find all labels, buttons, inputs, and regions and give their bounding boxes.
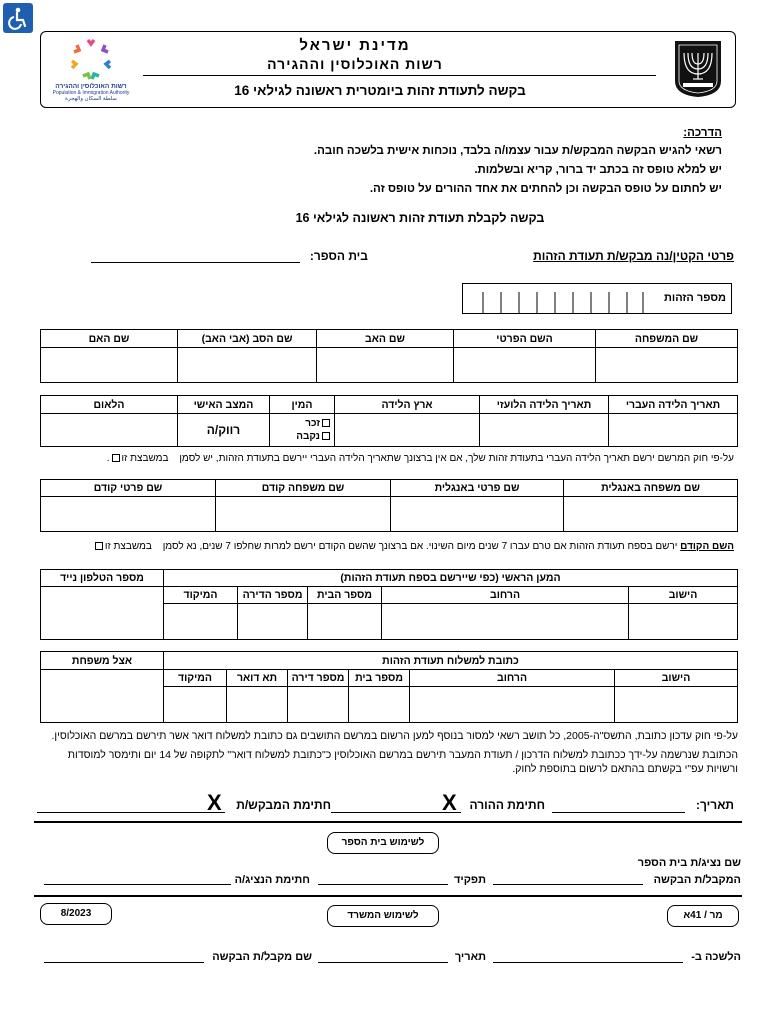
- gregorian-birthdate-field[interactable]: [480, 414, 609, 447]
- col-gender: המין: [270, 396, 335, 414]
- office-receiver-label: שם מקבל/ת הבקשה: [212, 951, 312, 963]
- school-role-field[interactable]: [318, 884, 448, 885]
- male-checkbox[interactable]: [322, 419, 330, 427]
- applicant-x-mark: X: [207, 790, 222, 815]
- care-of-family-field[interactable]: [41, 670, 164, 723]
- main-city-field[interactable]: [629, 604, 738, 640]
- main-address-table: [40, 569, 738, 640]
- section-title: בקשה לקבלת תעודת זהות ראשונה לגילאי 16: [295, 211, 545, 225]
- col-main-zip: המיקוד: [164, 587, 238, 604]
- authority-logo: [46, 36, 136, 106]
- hebrew-date-note: על-פי חוק המרשם ירשם תאריך הלידה העברי בתעודת זהות שלך, אם אין ברצונך שתאריך הלידה העברי יירשם בתעודת הזהות, יש לסמן במשבצת זו.: [106, 453, 734, 464]
- col-main-street: הרחוב: [382, 587, 629, 604]
- keep-previous-name-checkbox[interactable]: [95, 542, 103, 550]
- col-main-city: הישוב: [629, 587, 738, 604]
- hebrew-birthdate-field[interactable]: [609, 414, 738, 447]
- star-logo-icon: [46, 36, 136, 80]
- id-number-label: מספר הזהות: [663, 292, 726, 304]
- grandfather-name-field[interactable]: [178, 348, 317, 383]
- main-street-field[interactable]: [382, 604, 629, 640]
- col-mail-city: הישוב: [615, 670, 738, 687]
- instructions-heading: הדרכה:: [683, 127, 722, 139]
- last-name-field[interactable]: [596, 348, 738, 383]
- mail-apartment-field[interactable]: [288, 687, 349, 723]
- office-receiver-field[interactable]: [44, 962, 204, 963]
- nationality-field[interactable]: [41, 414, 178, 447]
- legal-text-2: הכתובת שנרשמה על-ידך ככתובת למשלוח הדרכון / תעודת המעבר תירשם במרשם האוכלוסין כ"כתובת למשלוח דואר" לתקופה של 14 יום ותימסר למוסדות ורשויות עפ"י בקשתם בהתאם לרשום בתוספת לחוק.: [67, 749, 738, 775]
- col-mobile-phone: מספר הטלפון נייד: [41, 570, 164, 587]
- col-care-of-family: אצל משפחת: [41, 652, 164, 670]
- birth-country-field[interactable]: [335, 414, 480, 447]
- mail-street-field[interactable]: [410, 687, 615, 723]
- main-zip-field[interactable]: [164, 604, 238, 640]
- signature-date-field[interactable]: [552, 812, 685, 813]
- school-rep-label: שם נציג/ת בית הספר: [637, 857, 741, 869]
- office-section-divider: [34, 895, 742, 897]
- col-father-name: שם האב: [317, 330, 454, 348]
- form-number-badge: מר / 41א: [667, 905, 739, 927]
- col-main-house-number: מספר הבית: [308, 587, 382, 604]
- school-label: בית הספר:: [309, 249, 368, 263]
- mail-po-box-field[interactable]: [227, 687, 288, 723]
- col-previous-first-name: שם פרטי קודם: [41, 480, 216, 497]
- col-hebrew-birthdate: תאריך הלידה העברי: [609, 396, 738, 414]
- col-mail-apartment: מספר דירה: [288, 670, 349, 687]
- gender-male-option[interactable]: זכר: [272, 417, 332, 430]
- parent-signature-field[interactable]: [331, 812, 461, 813]
- col-english-last-name: שם משפחה באנגלית: [564, 480, 738, 497]
- marital-status-value: רווק/ה: [178, 414, 270, 447]
- col-first-name: השם הפרטי: [454, 330, 596, 348]
- state-emblem-icon: [671, 37, 725, 99]
- applicant-signature-field[interactable]: [37, 812, 225, 813]
- mail-address-table: [40, 651, 738, 723]
- accessibility-button[interactable]: [3, 3, 33, 33]
- previous-first-name-field[interactable]: [41, 497, 216, 532]
- school-rep-signature-label: חתימת הנציג/ה: [234, 874, 310, 886]
- office-branch-label: הלשכה ב-: [691, 951, 741, 963]
- school-field[interactable]: [91, 262, 300, 263]
- signature-date-label: תאריך:: [695, 798, 734, 812]
- mail-house-number-field[interactable]: [349, 687, 410, 723]
- gender-cell: [270, 414, 335, 447]
- school-rep-name-field[interactable]: [493, 884, 643, 885]
- names-table: [40, 329, 738, 383]
- header-divider: [143, 75, 656, 76]
- mother-name-field[interactable]: [41, 348, 178, 383]
- applicant-signature-label: חתימת המבקש/ת: [236, 798, 331, 812]
- mail-address-title: כתובת למשלוח תעודת הזהות: [164, 652, 738, 670]
- office-date-field[interactable]: [318, 962, 448, 963]
- wheelchair-icon: [3, 3, 33, 33]
- applicant-heading: פרטי הקטין/נה מבקש/ת תעודת הזהות: [533, 249, 734, 263]
- first-name-field[interactable]: [454, 348, 596, 383]
- instruction-line-3: יש לחתום על טופס הבקשה וכן להחתים את אחד ההורים על טופס זה.: [369, 183, 722, 195]
- form-version-badge: 8/2023: [40, 903, 112, 925]
- col-nationality: הלאום: [41, 396, 178, 414]
- instruction-line-2: יש למלא טופס זה בכתב יד ברור, קריא ובשלמות.: [474, 164, 722, 176]
- col-gregorian-birthdate: תאריך הלידה הלועזי: [480, 396, 609, 414]
- header-authority: רשות האוכלוסין וההגירה: [267, 56, 443, 72]
- school-role-label: תפקיד: [454, 874, 486, 886]
- previous-last-name-field[interactable]: [216, 497, 391, 532]
- english-names-table: [40, 479, 738, 532]
- logo-text-en: Population & Immigration Authority: [52, 90, 130, 96]
- female-checkbox[interactable]: [322, 432, 330, 440]
- col-mail-street: הרחוב: [410, 670, 615, 687]
- school-rep-signature-field[interactable]: [44, 884, 231, 885]
- birth-table: [40, 395, 738, 447]
- logo-text-ar: سلطة السكان والهجرة: [65, 96, 117, 102]
- col-last-name: שם המשפחה: [596, 330, 738, 348]
- col-mother-name: שם האם: [41, 330, 178, 348]
- col-grandfather-name: שם הסב (אבי האב): [178, 330, 317, 348]
- english-last-name-field[interactable]: [564, 497, 738, 532]
- office-branch-field[interactable]: [493, 962, 683, 963]
- school-receiver-label: המקבל/ת הבקשה: [653, 874, 741, 886]
- col-english-first-name: שם פרטי באנגלית: [391, 480, 564, 497]
- legal-text-1: על-פי חוק עדכון כתובת, התשס"ה-2005, כל תושב רשאי למסור בנוסף למען הרשום במרשם התושבים גם כתובת למשלוח דואר אשר תירשם במרשם האוכלוסין.: [51, 730, 738, 742]
- hide-hebrew-date-checkbox[interactable]: [112, 454, 120, 462]
- form-title: בקשה לתעודת זהות ביומטרית ראשונה לגילאי 16: [234, 83, 526, 98]
- col-mail-zip: המיקוד: [164, 670, 227, 687]
- gender-female-option[interactable]: נקבה: [272, 430, 332, 443]
- id-digit-ticks: [482, 292, 644, 314]
- main-house-number-field[interactable]: [308, 604, 382, 640]
- main-apartment-field[interactable]: [238, 604, 308, 640]
- col-previous-last-name: שם משפחה קודם: [216, 480, 391, 497]
- header-country: מדינת ישראל: [299, 37, 411, 54]
- office-use-button[interactable]: לשימוש המשרד: [327, 905, 439, 927]
- school-section-divider: [34, 821, 742, 823]
- main-address-title: המען הראשי (כפי שיירשם בספח תעודת הזהות): [164, 570, 738, 587]
- col-main-apartment: מספר הדירה: [238, 587, 308, 604]
- mail-zip-field[interactable]: [164, 687, 227, 723]
- mobile-phone-field[interactable]: [41, 587, 164, 640]
- english-first-name-field[interactable]: [391, 497, 564, 532]
- instruction-line-1: רשאי להגיש הבקשה המבקש/ת עבור עצמו/ה בלבד, נוכחות אישית בלשכה חובה.: [313, 145, 722, 157]
- col-mail-house-number: מספר בית: [349, 670, 410, 687]
- previous-name-note: השם הקודם ירשם בספח תעודת הזהות אם טרם עברו 7 שנים מיום השינוי. אם ברצונך שהשם הקודם ירשם למרות שחלפו 7 שנים, נא לסמן במשבצת זו: [93, 541, 734, 552]
- father-name-field[interactable]: [317, 348, 454, 383]
- col-birth-country: ארץ הלידה: [335, 396, 480, 414]
- mail-city-field[interactable]: [615, 687, 738, 723]
- col-mail-po-box: תא דואר: [227, 670, 288, 687]
- school-use-button[interactable]: לשימוש בית הספר: [327, 832, 439, 854]
- office-date-label: תאריך: [454, 951, 486, 963]
- logo-text-he: רשות האוכלוסין וההגירה: [55, 83, 127, 90]
- parent-signature-label: חתימת ההורה: [469, 798, 545, 812]
- col-marital-status: המצב האישי: [178, 396, 270, 414]
- parent-x-mark: X: [442, 790, 457, 815]
